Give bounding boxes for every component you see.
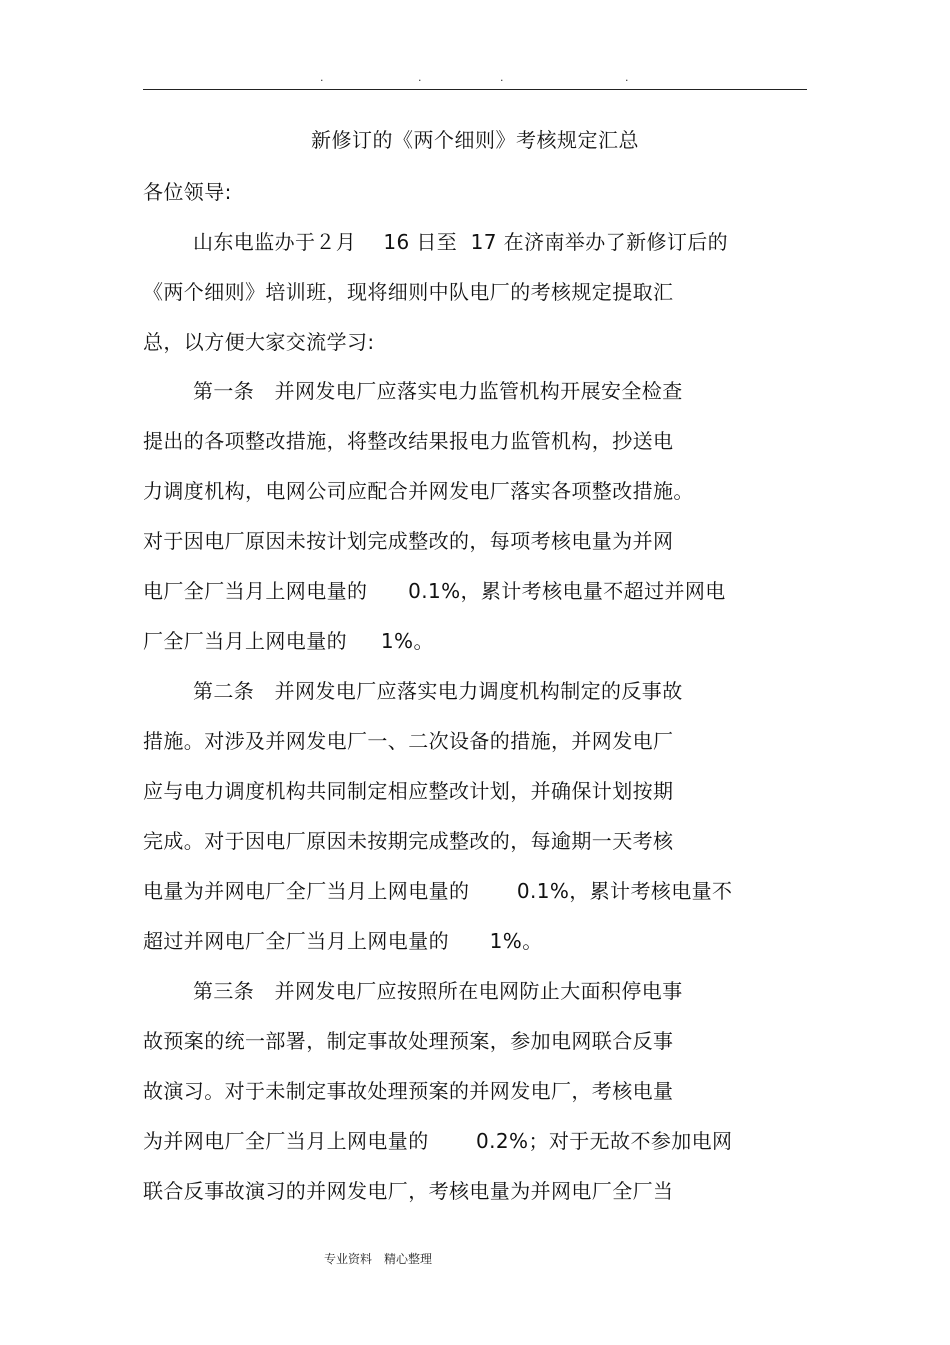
article-1-line: 厂全厂当月上网电量的 1%。 <box>143 629 434 653</box>
article-1-line: 力调度机构，电网公司应配合并网发电厂落实各项整改措施。 <box>143 479 694 503</box>
body-line: 《两个细则》培训班，现将细则中队电厂的考核规定提取汇 <box>143 280 674 304</box>
body-line: 总，以方便大家交流学习: <box>143 330 375 354</box>
header-rule <box>143 89 807 90</box>
article-3-line: 第三条 并网发电厂应按照所在电网防止大面积停电事 <box>193 979 683 1003</box>
article-3-line: 故演习。对于未制定事故处理预案的并网发电厂，考核电量 <box>143 1079 674 1103</box>
article-1-line: 对于因电厂原因未按计划完成整改的，每项考核电量为并网 <box>143 529 674 553</box>
header-dot: . <box>320 71 324 84</box>
article-1-line: 电厂全厂当月上网电量的 0.1%，累计考核电量不超过并网电 <box>143 579 726 603</box>
article-1-line: 提出的各项整改措施，将整改结果报电力监管机构，抄送电 <box>143 429 674 453</box>
header-dot: . <box>625 71 629 84</box>
article-3-line: 为并网电厂全厂当月上网电量的 0.2%；对于无故不参加电网 <box>143 1129 733 1153</box>
header-dot: . <box>500 71 504 84</box>
article-2-line: 超过并网电厂全厂当月上网电量的 1%。 <box>143 929 543 953</box>
salutation: 各位领导: <box>143 180 232 204</box>
article-3-line: 故预案的统一部署，制定事故处理预案，参加电网联合反事 <box>143 1029 674 1053</box>
article-2-line: 电量为并网电厂全厂当月上网电量的 0.1%，累计考核电量不 <box>143 879 733 903</box>
article-1-line: 第一条 并网发电厂应落实电力监管机构开展安全检查 <box>193 379 683 403</box>
document-title: 新修订的《两个细则》考核规定汇总 <box>311 128 639 152</box>
header-dot: . <box>418 71 422 84</box>
page-footer: 专业资料 精心整理 <box>324 1252 433 1266</box>
article-2-line: 第二条 并网发电厂应落实电力调度机构制定的反事故 <box>193 679 683 703</box>
article-2-line: 完成。对于因电厂原因未按期完成整改的，每逾期一天考核 <box>143 829 674 853</box>
article-2-line: 措施。对涉及并网发电厂一、二次设备的措施，并网发电厂 <box>143 729 674 753</box>
header-dots <box>0 70 950 86</box>
body-line: 山东电监办于２月 16 日至 17 在济南举办了新修订后的 <box>193 230 729 254</box>
article-2-line: 应与电力调度机构共同制定相应整改计划，并确保计划按期 <box>143 779 674 803</box>
article-3-line: 联合反事故演习的并网发电厂，考核电量为并网电厂全厂当 <box>143 1179 674 1203</box>
